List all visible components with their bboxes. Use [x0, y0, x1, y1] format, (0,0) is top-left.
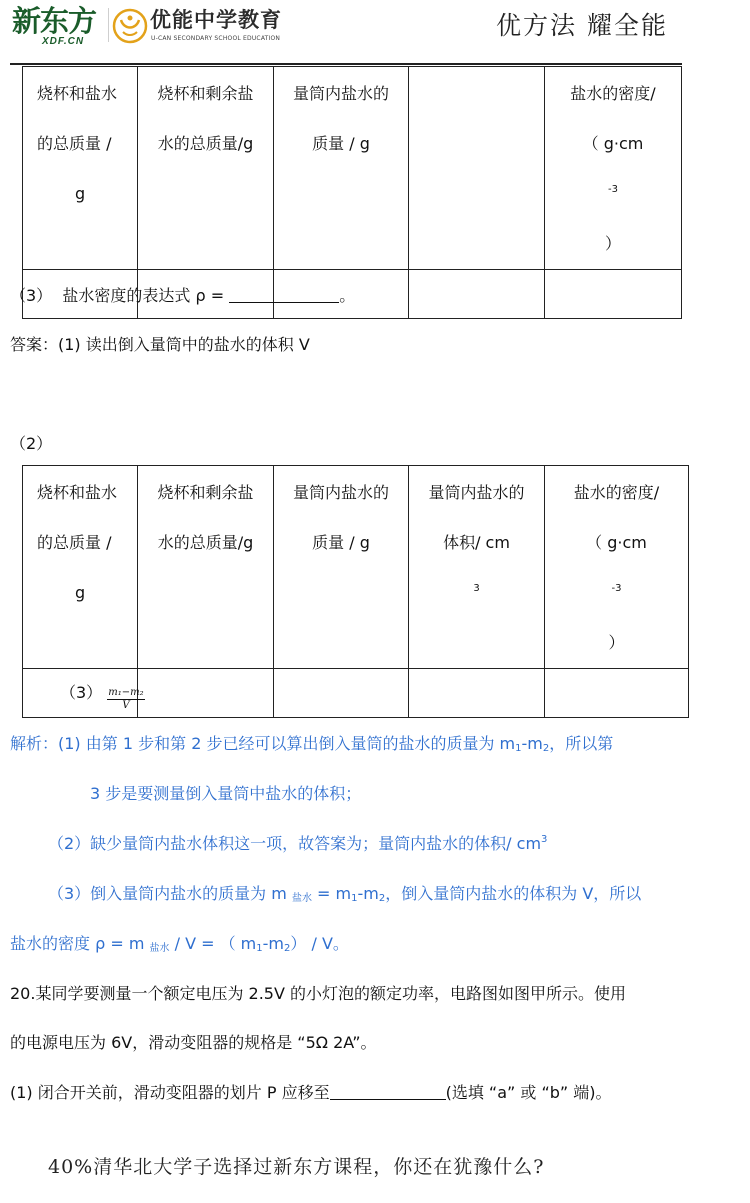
- analysis-l1-end: ，所以第: [549, 734, 614, 753]
- header-slogan: 优方法 耀全能: [496, 11, 668, 40]
- table2-h4-line1: 量筒内盐水的: [428, 483, 525, 502]
- analysis-l4-eq: = m: [311, 884, 352, 903]
- answer3-label: （3）: [60, 683, 103, 702]
- analysis-l5-sub: 盐水: [149, 943, 170, 954]
- analysis-l1-sub2: 2: [542, 743, 550, 754]
- table2-h5-unit: （ g·cm: [586, 533, 647, 552]
- analysis-l1-text: 解析：(1) 由第 1 步和第 2 步已经可以算出倒入量筒的盐水的质量为 m: [10, 734, 516, 753]
- table1-header-total-mass: [23, 67, 138, 270]
- fraction-denominator: V: [122, 700, 130, 711]
- q3-label: （3）: [10, 286, 53, 305]
- table1-h5-close: ）: [604, 234, 621, 253]
- question-20-line-2: 的电源电压为 6V，滑动变阻器的规格是 “5Ω 2A”。: [10, 1033, 377, 1052]
- ucan-logo: [150, 6, 290, 46]
- analysis-line-4: [48, 881, 641, 904]
- table1-h2-line1: 烧杯和剩余盐: [157, 84, 254, 103]
- table2-h4-line2: [409, 518, 544, 618]
- logo-sub-text: XDF.CN: [42, 36, 85, 47]
- analysis-l5-end: ） / V。: [290, 934, 349, 953]
- ucan-logo-en: U-CAN SECONDARY SCHOOL EDUCATION: [151, 35, 281, 42]
- table2-h2-line1: 烧杯和剩余盐: [157, 483, 254, 502]
- table2-header-density: [545, 466, 689, 669]
- table1-header-density: [545, 67, 682, 270]
- q20-l3-text: (1) 闭合开关前，滑动变阻器的划片 P 应移至: [10, 1083, 330, 1102]
- table1-cell: [409, 270, 545, 319]
- table2-h3-line1: 量筒内盐水的: [292, 483, 389, 502]
- question-3: [10, 283, 355, 306]
- table1-header-row: [23, 67, 682, 270]
- analysis-line-5: [10, 931, 349, 954]
- table2-header-row: [23, 466, 689, 669]
- footer-slogan: 40%清华北大学子选择过新东方课程，你还在犹豫什么?: [48, 1156, 545, 1178]
- q3-end: 。: [339, 286, 356, 305]
- table2-header-total-mass: [23, 466, 138, 669]
- table1-header-empty: [409, 67, 545, 270]
- ucan-logo-cn: 优能中学教育: [150, 8, 282, 32]
- q20-l3-end: (选填 “a” 或 “b” 端)。: [445, 1083, 612, 1102]
- question-20-line-3: [10, 1080, 612, 1103]
- table2-h5-line2: [545, 518, 688, 668]
- fraction-numerator: m₁−m₂: [108, 687, 144, 698]
- table2-h5-close: ）: [608, 633, 625, 652]
- table2-cell: [545, 669, 689, 718]
- table1-h5-exp: -3: [608, 184, 618, 195]
- q3-answer-blank: [229, 286, 339, 303]
- analysis-l1-sub1: 1: [515, 743, 522, 754]
- table2-h3-line2: 质量 / g: [312, 533, 370, 552]
- density-fraction: [107, 687, 144, 712]
- table2-h4-exp: 3: [473, 583, 480, 594]
- q3-text: 盐水密度的表达式 ρ =: [62, 286, 225, 305]
- table1-h5-unit: （ g·cm: [582, 134, 644, 153]
- analysis-l4-sub: 盐水: [291, 893, 312, 904]
- table2-h5-exp: -3: [611, 583, 622, 594]
- table1-h3-line2: 质量 / g: [312, 134, 370, 153]
- question-20-line-1: 20.某同学要测量一个额定电压为 2.5V 的小灯泡的额定功率，电路图如图甲所示。使用: [10, 984, 627, 1003]
- analysis-l5-sub1: 1: [256, 943, 263, 954]
- analysis-l4-sub1: 1: [351, 893, 358, 904]
- ucan-logo-icon: [112, 8, 148, 44]
- table2-header-remaining-mass: [138, 466, 274, 669]
- table2-header-cylinder-mass: [274, 466, 409, 669]
- table2-cell: [138, 669, 274, 718]
- data-table-1: [22, 66, 682, 319]
- analysis-l5-sub2: 2: [284, 943, 291, 954]
- table2-cell: [409, 669, 545, 718]
- table1-header-remaining-mass: [138, 67, 274, 270]
- table2-h4-unit: 体积/ cm: [443, 533, 510, 552]
- table1-h1-line2: 的总质量 /: [37, 134, 112, 153]
- header-rule: [10, 63, 682, 65]
- table1-header-cylinder-mass: [274, 67, 409, 270]
- table1-h2-line2: 水的总质量/g: [157, 134, 254, 153]
- analysis-l5-eq: / V = （ m: [169, 934, 257, 953]
- table2-h1-line1: 烧杯和盐水: [37, 483, 118, 502]
- table1-h5-line2: [545, 119, 681, 269]
- table2-h1-line2: 的总质量 /: [37, 533, 112, 552]
- analysis-l4-end: ，倒入量筒内盐水的体积为 V，所以: [385, 884, 642, 903]
- xdf-logo: [12, 4, 106, 50]
- table2-h2-line2: 水的总质量/g: [157, 533, 254, 552]
- analysis-line-1: [10, 731, 613, 754]
- table1-h5-line1: 盐水的密度/: [570, 84, 656, 103]
- table1-h1-line3: g: [75, 184, 86, 203]
- analysis-l3-text: （2）缺少量筒内盐水体积这一项，故答案为；量筒内盐水的体积/ cm: [48, 834, 542, 853]
- q20-answer-blank: [330, 1083, 446, 1100]
- table2-h5-line1: 盐水的密度/: [573, 483, 660, 502]
- table1-cell: [545, 270, 682, 319]
- table1-h1-line1: 烧杯和盐水: [37, 84, 118, 103]
- table2-h1-line3: g: [75, 583, 86, 602]
- table1-h3-line1: 量筒内盐水的: [292, 84, 389, 103]
- logo-divider: [108, 8, 109, 42]
- analysis-l4-minus: -m: [357, 884, 379, 903]
- analysis-line-3: [48, 831, 547, 854]
- answer-2-label: （2）: [10, 434, 53, 453]
- analysis-l1-minus: -m: [521, 734, 543, 753]
- table2-cell: [274, 669, 409, 718]
- analysis-l5-minus: -m: [262, 934, 284, 953]
- analysis-l4-sub2: 2: [378, 893, 386, 904]
- analysis-l5-text: 盐水的密度 ρ = m: [10, 934, 150, 953]
- answer-3: [60, 680, 145, 712]
- analysis-l3-exp: 3: [541, 834, 548, 845]
- table2-header-cylinder-volume: [409, 466, 545, 669]
- logo-main-text: 新东方: [12, 4, 97, 38]
- analysis-l4-text: （3）倒入量筒内盐水的质量为 m: [48, 884, 292, 903]
- analysis-line-2: 3 步是要测量倒入量筒中盐水的体积；: [90, 784, 362, 803]
- answer-1: 答案：(1) 读出倒入量筒中的盐水的体积 V: [10, 335, 310, 354]
